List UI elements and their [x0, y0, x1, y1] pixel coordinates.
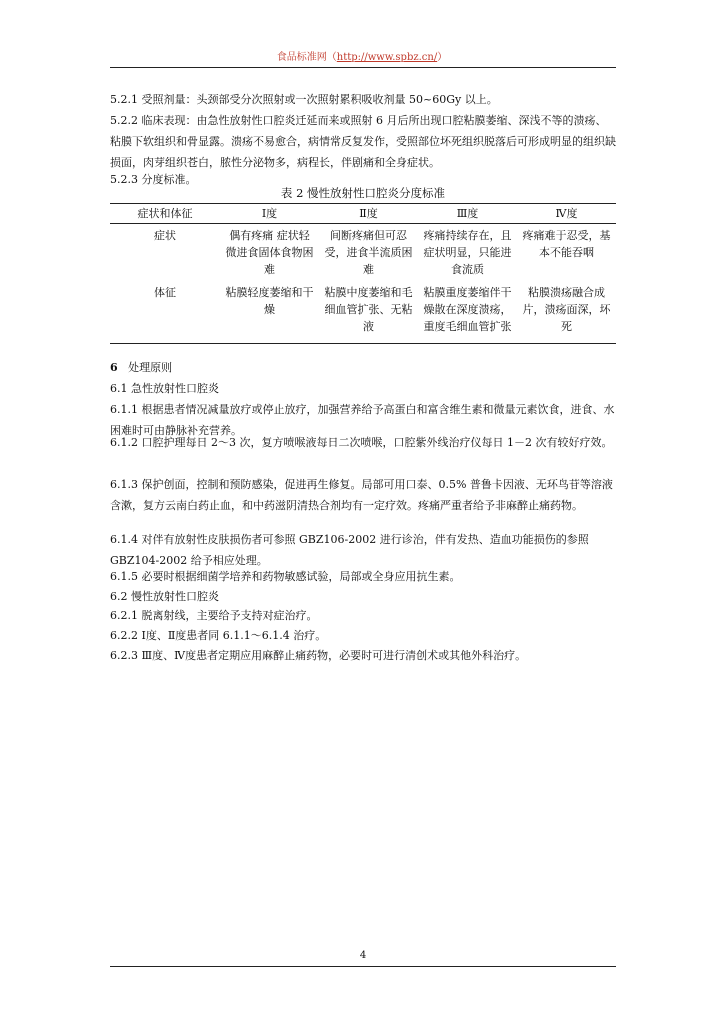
section-6-title [110, 357, 616, 378]
section-6-heading: 处理原则 [128, 361, 173, 374]
table-cell: 疼痛难于忍受，基本不能吞咽 [522, 229, 611, 259]
table-header-cell: Ⅳ度 [517, 204, 616, 224]
para-6-1-2: 6.1.2 口腔护理每日 2～3 次，复方喷喉液每日二次喷喉，口腔紫外线治疗仪每日 1－2 次有较好疗效。 [110, 436, 613, 449]
table-header-cell: Ⅰ度 [220, 204, 319, 224]
table-cell: 粘膜轻度萎缩和干燥 [220, 281, 319, 344]
header-divider [110, 67, 616, 68]
para-6-1: 6.1 急性放射性口腔炎 [110, 382, 219, 395]
para-6-1-5: 6.1.5 必要时根据细菌学培养和药物敏感试验，局部或全身应用抗生素。 [110, 570, 461, 583]
header-close-paren: ） [437, 52, 448, 63]
header-site-name: 食品标准网（ [276, 52, 337, 63]
para-5-2-1: 5.2.1 受照剂量：头颈部受分次照射或一次照射累积吸收剂量 50~60Gy 以上。 [110, 93, 498, 106]
para-6-1-4: 6.1.4 对伴有放射性皮肤损伤者可参照 GBZ106-2002 进行诊治，伴有发热、造血功能损伤的参照 GBZ104-2002 给予相应处理。 [110, 533, 589, 567]
para-6-2-2: 6.2.2 Ⅰ度、Ⅱ度患者同 6.1.1～6.1.4 治疗。 [110, 629, 327, 642]
para-5-2-2: 5.2.2 临床表现：由急性放射性口腔炎迁延而来或照射 6 月后所出现口腔粘膜萎缩、深浅不等的溃疡、粘膜下软组织和骨显露。溃疡不易愈合，病情常反复发作，受照部位坏死组织脱落后可形成明显的组织缺损面，肉芽组织苍白，脓性分泌物多，病程长，伴剧痛和全身症状。 [110, 114, 616, 169]
table-cell: 粘膜溃疡融合成片，溃疡面深，坏死 [517, 281, 616, 344]
table-header-row [110, 204, 616, 224]
table-row [110, 224, 616, 282]
table-header-cell: Ⅲ度 [418, 204, 517, 224]
footer-divider [110, 966, 616, 967]
table-cell: 偶有疼痛 症状轻微进食固体食物困难 [225, 229, 314, 276]
table-cell: 粘膜重度萎缩伴干燥散在深度溃疡，重度毛细血管扩张 [418, 281, 517, 344]
table-cell: 粘膜中度萎缩和毛细血管扩张、无粘液 [319, 281, 418, 344]
table-cell: 症状 [154, 229, 176, 242]
table-caption: 表 2 慢性放射性口腔炎分度标准 [280, 186, 446, 200]
table-cell: 疼痛持续存在，且症状明显，只能进食流质 [423, 229, 512, 276]
para-6-2-3: 6.2.3 Ⅲ度、Ⅳ度患者定期应用麻醉止痛药物，必要时可进行清创术或其他外科治疗。 [110, 649, 527, 662]
table-header-cell: 症状和体征 [110, 204, 220, 224]
table-row [110, 281, 616, 344]
table-cell: 体征 [110, 281, 220, 344]
page-number: 4 [359, 950, 367, 961]
para-6-1-3: 6.1.3 保护创面，控制和预防感染，促进再生修复。局部可用口泰、0.5% 普鲁卡因液、无环鸟苷等溶液含漱，复方云南白药止血，和中药滋阴清热合剂均有一定疗效。疼痛严重者给予非麻醉止痛药物。 [110, 478, 613, 512]
table-header-cell: Ⅱ度 [319, 204, 418, 224]
page-header [110, 48, 614, 63]
para-5-2-3: 5.2.3 分度标准。 [110, 173, 197, 186]
para-6-1-1: 6.1.1 根据患者情况减量放疗或停止放疗，加强营养给予高蛋白和富含维生素和微量元素饮食，进食、水困难时可由静脉补充营养。 [110, 403, 615, 437]
para-6-2-1: 6.2.1 脱离射线，主要给予支持对症治疗。 [110, 609, 318, 622]
para-6-2: 6.2 慢性放射性口腔炎 [110, 590, 219, 603]
grading-table [110, 203, 616, 344]
header-url-link[interactable]: http://www.spbz.cn/ [336, 52, 438, 63]
section-6-number: 6 [110, 361, 118, 374]
table-cell: 间断疼痛但可忍受，进食半流质困难 [324, 229, 413, 276]
